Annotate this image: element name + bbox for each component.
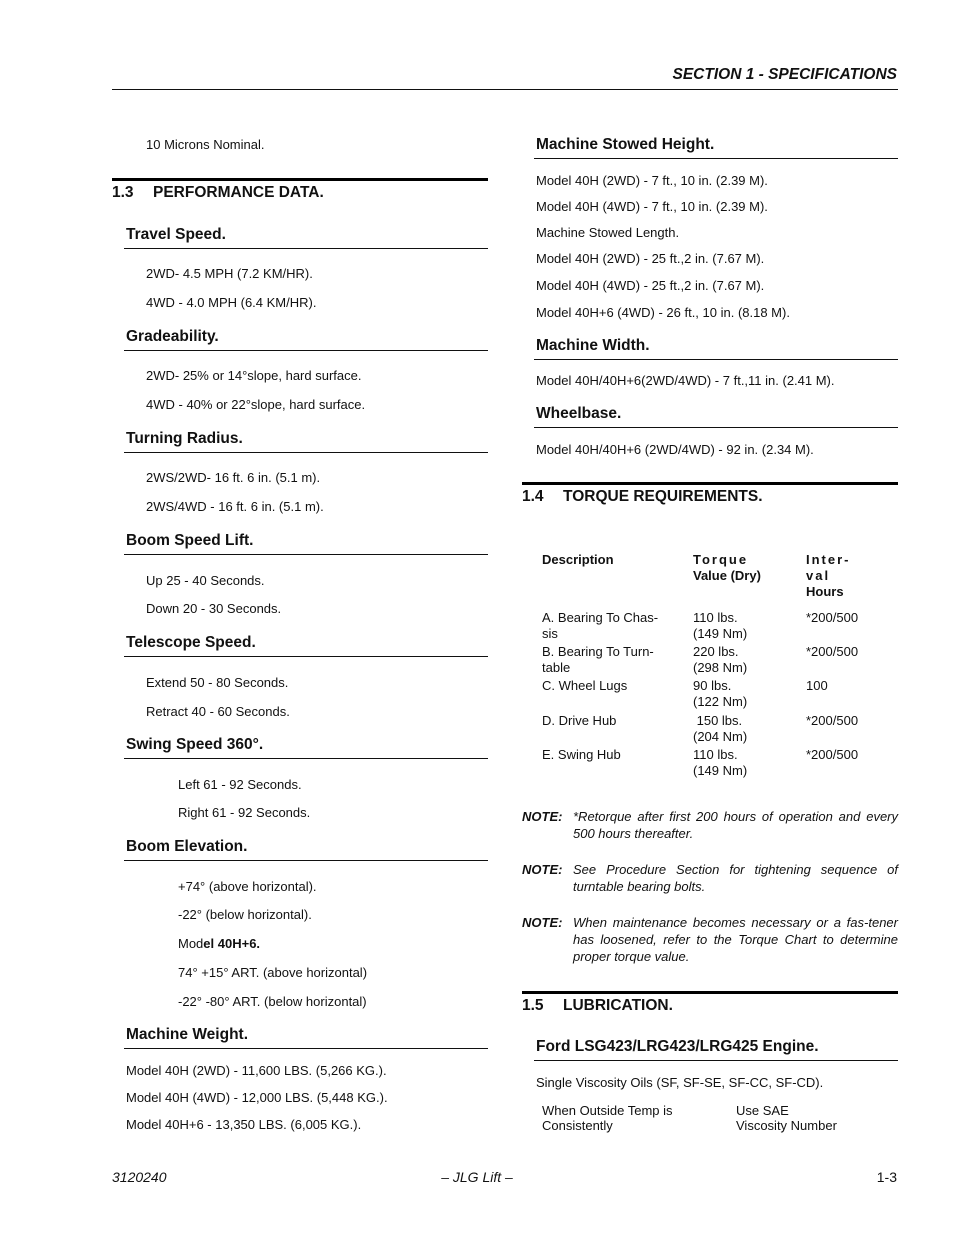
wheelbase-value: Model 40H/40H+6 (2WD/4WD) - 92 in. (2.34 M). bbox=[536, 442, 814, 457]
row-description: D. Drive Hub bbox=[542, 713, 617, 728]
section-header: SECTION 1 - SPECIFICATIONS bbox=[672, 66, 897, 83]
row-description: B. Bearing To Turn- table bbox=[542, 644, 654, 675]
wheelbase-heading: Wheelbase. bbox=[534, 405, 898, 428]
section-title: LUBRICATION. bbox=[563, 997, 673, 1014]
row-description: E. Swing Hub bbox=[542, 747, 621, 762]
machine-width-heading: Machine Width. bbox=[534, 337, 898, 360]
row-description: A. Bearing To Chas- sis bbox=[542, 610, 659, 641]
row-interval: *200/500 bbox=[806, 747, 859, 762]
section-1-4-heading bbox=[522, 482, 898, 506]
note-text: *Retorque after first 200 hours of operation and every 500 hours thereafter. bbox=[573, 809, 898, 841]
boom-elevation-heading: Boom Elevation. bbox=[124, 838, 488, 861]
turning-radius-4wd: 2WS/4WD - 16 ft. 6 in. (5.1 m). bbox=[146, 499, 324, 514]
row-torque: 90 lbs. (122 Nm) bbox=[693, 678, 748, 709]
weight-40h6: Model 40H+6 - 13,350 LBS. (6,005 KG.). bbox=[126, 1117, 362, 1132]
note-text: When maintenance becomes necessary or a fas-tener has loosened, refer to the Torque Chart to determine proper torque value. bbox=[573, 915, 898, 964]
swing-right: Right 61 - 92 Seconds. bbox=[178, 805, 311, 820]
model-prefix: Mod bbox=[178, 936, 204, 951]
weight-40h-4wd: Model 40H (4WD) - 12,000 LBS. (5,448 KG.). bbox=[126, 1090, 388, 1105]
table-row bbox=[542, 713, 872, 747]
stowed-length-label: Machine Stowed Length. bbox=[536, 225, 680, 240]
page-number: 1-3 bbox=[876, 1169, 897, 1185]
section-number: 1.3 bbox=[112, 184, 134, 201]
row-description: C. Wheel Lugs bbox=[542, 678, 628, 693]
gradeability-heading: Gradeability. bbox=[124, 328, 488, 351]
section-title: TORQUE REQUIREMENTS. bbox=[563, 488, 763, 505]
stowed-height-heading: Machine Stowed Height. bbox=[534, 136, 898, 159]
row-interval: *200/500 bbox=[806, 644, 859, 659]
elevation-below: -22° (below horizontal). bbox=[178, 907, 312, 922]
torque-table-header bbox=[542, 552, 872, 600]
telescope-retract: Retract 40 - 60 Seconds. bbox=[146, 704, 290, 719]
telescope-speed-heading: Telescope Speed. bbox=[124, 634, 488, 657]
travel-speed-heading: Travel Speed. bbox=[124, 226, 488, 249]
table-row bbox=[542, 747, 872, 781]
model-suffix: el 40H+6. bbox=[203, 936, 261, 951]
engine-heading: Ford LSG423/LRG423/LRG425 Engine. bbox=[534, 1038, 898, 1061]
weight-40h-2wd: Model 40H (2WD) - 11,600 LBS. (5,266 KG.). bbox=[126, 1063, 387, 1078]
row-interval: *200/500 bbox=[806, 713, 859, 728]
header-rule bbox=[112, 89, 898, 90]
note-maintenance bbox=[522, 914, 898, 968]
stowed-length-4wd: Model 40H (4WD) - 25 ft.,2 in. (7.67 M). bbox=[536, 278, 765, 293]
section-number: 1.4 bbox=[522, 488, 544, 505]
row-torque: 110 lbs. (149 Nm) bbox=[693, 610, 748, 641]
note-retorque bbox=[522, 808, 898, 844]
row-interval: 100 bbox=[806, 678, 828, 693]
intro-text: 10 Microns Nominal. bbox=[146, 137, 265, 152]
note-label: NOTE: bbox=[522, 809, 563, 824]
outside-temp-label: When Outside Temp is Consistently bbox=[542, 1103, 673, 1133]
elevation-art-below: -22° -80° ART. (below horizontal) bbox=[178, 994, 367, 1009]
table-row bbox=[542, 610, 872, 644]
table-row bbox=[542, 644, 872, 678]
swing-speed-heading: Swing Speed 360°. bbox=[124, 736, 488, 759]
elevation-model-label bbox=[178, 936, 260, 951]
elevation-above: +74° (above horizontal). bbox=[178, 879, 317, 894]
stowed-length-40h6: Model 40H+6 (4WD) - 26 ft., 10 in. (8.18 M). bbox=[536, 305, 790, 320]
col-torque: Torque Value (Dry) bbox=[693, 552, 761, 583]
gradeability-2wd: 2WD- 25% or 14°slope, hard surface. bbox=[146, 368, 362, 383]
col-description: Description bbox=[542, 552, 614, 567]
telescope-extend: Extend 50 - 80 Seconds. bbox=[146, 675, 289, 690]
stowed-height-2wd: Model 40H (2WD) - 7 ft., 10 in. (2.39 M). bbox=[536, 173, 768, 188]
section-1-5-heading bbox=[522, 991, 898, 1015]
torque-table bbox=[542, 552, 872, 781]
note-label: NOTE: bbox=[522, 862, 563, 877]
section-1-3-heading bbox=[112, 178, 488, 202]
boom-lift-down: Down 20 - 30 Seconds. bbox=[146, 601, 282, 616]
section-title: PERFORMANCE DATA. bbox=[153, 184, 324, 201]
machine-width-value: Model 40H/40H+6(2WD/4WD) - 7 ft.,11 in. (2.41 M). bbox=[536, 373, 835, 388]
travel-speed-2wd: 2WD- 4.5 MPH (7.2 KM/HR). bbox=[146, 266, 313, 281]
note-procedure bbox=[522, 861, 898, 897]
row-torque: 220 lbs. (298 Nm) bbox=[693, 644, 748, 675]
stowed-length-2wd: Model 40H (2WD) - 25 ft.,2 in. (7.67 M). bbox=[536, 251, 765, 266]
row-torque: 150 lbs. (204 Nm) bbox=[693, 713, 748, 744]
document-number: 3120240 bbox=[112, 1169, 167, 1185]
row-interval: *200/500 bbox=[806, 610, 859, 625]
table-row bbox=[542, 678, 872, 713]
boom-speed-lift-heading: Boom Speed Lift. bbox=[124, 532, 488, 555]
machine-weight-heading: Machine Weight. bbox=[124, 1026, 488, 1049]
note-label: NOTE: bbox=[522, 915, 563, 930]
swing-left: Left 61 - 92 Seconds. bbox=[178, 777, 302, 792]
footer-brand: – JLG Lift – bbox=[441, 1169, 513, 1185]
col-interval: Inter- val Hours bbox=[806, 552, 851, 599]
row-torque: 110 lbs. (149 Nm) bbox=[693, 747, 748, 778]
viscosity-number-label: Use SAE Viscosity Number bbox=[736, 1103, 837, 1133]
note-text: See Procedure Section for tightening sequence of turntable bearing bolts. bbox=[573, 862, 898, 894]
section-number: 1.5 bbox=[522, 997, 544, 1014]
turning-radius-heading: Turning Radius. bbox=[124, 430, 488, 453]
elevation-art-above: 74° +15° ART. (above horizontal) bbox=[178, 965, 368, 980]
viscosity-oils-text: Single Viscosity Oils (SF, SF-SE, SF-CC, SF-CD). bbox=[536, 1075, 824, 1090]
stowed-height-4wd: Model 40H (4WD) - 7 ft., 10 in. (2.39 M). bbox=[536, 199, 768, 214]
boom-lift-up: Up 25 - 40 Seconds. bbox=[146, 573, 265, 588]
turning-radius-2wd: 2WS/2WD- 16 ft. 6 in. (5.1 m). bbox=[146, 470, 321, 485]
travel-speed-4wd: 4WD - 4.0 MPH (6.4 KM/HR). bbox=[146, 295, 317, 310]
gradeability-4wd: 4WD - 40% or 22°slope, hard surface. bbox=[146, 397, 366, 412]
